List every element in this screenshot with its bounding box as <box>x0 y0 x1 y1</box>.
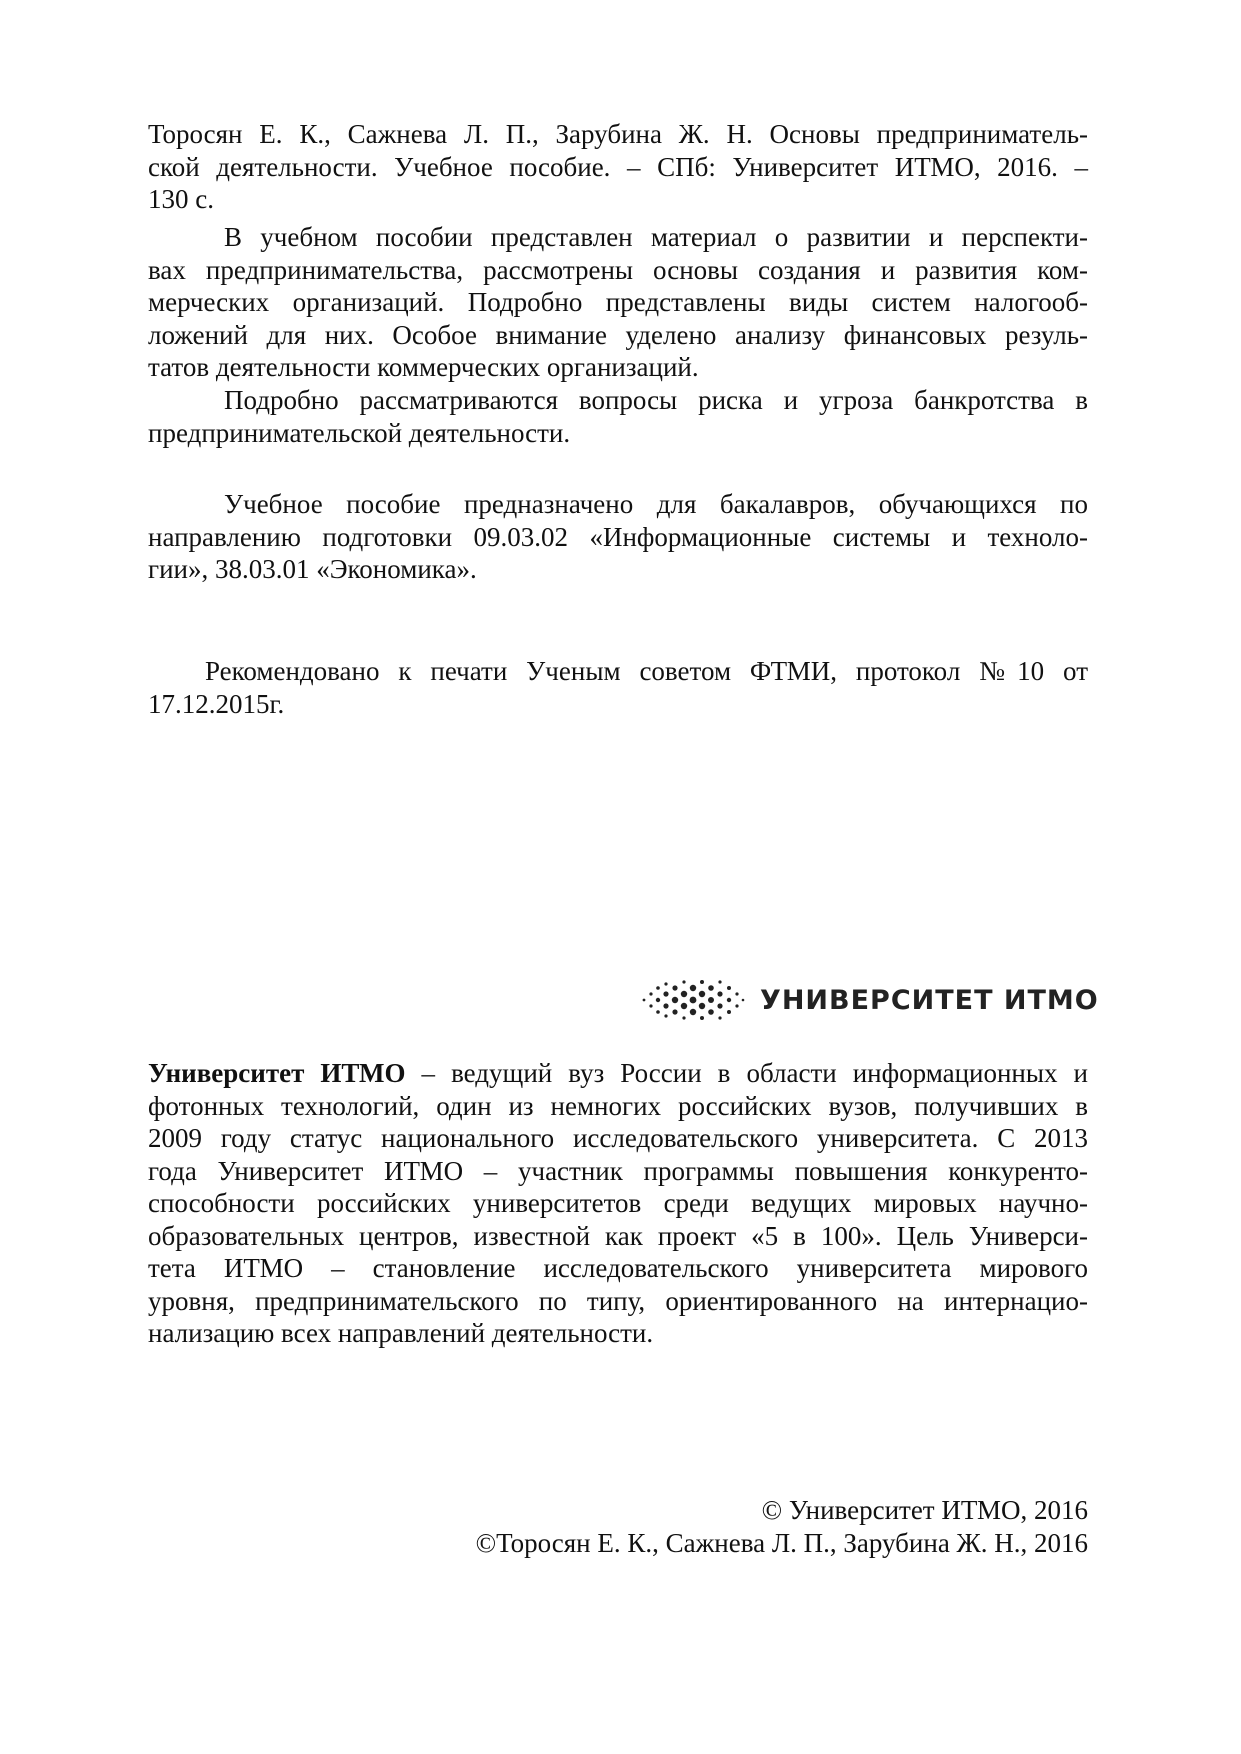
about-line: года Университет ИТМО – участник программы повышения конкуренто- <box>148 1155 1088 1186</box>
annotation-paragraph <box>148 221 1088 384</box>
annotation-line: Подробно рассматриваются вопросы риска и угроза банкротства в <box>224 385 1088 415</box>
recommendation-line: 17.12.2015г. <box>148 688 285 719</box>
annotation-line: мерческих организаций. Подробно представлены виды систем налогооб- <box>148 287 1088 317</box>
university-name-bold: Университет ИТМО <box>148 1058 406 1088</box>
audience-line: направлению подготовки 09.03.02 «Информационные системы и техноло- <box>148 521 1088 552</box>
bibliographic-citation <box>148 118 1088 216</box>
annotation-line: татов деятельности коммерческих организаций. <box>148 352 699 382</box>
about-line: 2009 году статус национального исследовательского университета. С 2013 <box>148 1123 1088 1153</box>
about-university-paragraph <box>148 1057 1088 1350</box>
copyright-block <box>476 1494 1088 1559</box>
itmo-logo-text: УНИВЕРСИТЕТ ИТМО <box>760 984 1099 1016</box>
about-line: уровня, предпринимательского по типу, ориентированного на интернацио- <box>148 1285 1088 1316</box>
annotation-line: В учебном пособии представлен материал о развитии и перспекти- <box>224 222 1088 252</box>
recommendation-paragraph <box>148 655 1088 720</box>
citation-line: 130 с. <box>148 184 214 214</box>
annotation-line: вах предпринимательства, рассмотрены основы создания и развития ком- <box>148 254 1088 285</box>
citation-line: ской деятельности. Учебное пособие. – СПб: Университет ИТМО, 2016. – <box>148 151 1088 182</box>
audience-paragraph <box>148 488 1088 586</box>
copyright-line: ©Торосян Е. К., Сажнева Л. П., Зарубина Ж. Н., 2016 <box>475 1527 1088 1558</box>
recommendation-line: Рекомендовано к печати Ученым советом ФТМИ, протокол №10 от <box>205 656 1088 686</box>
copyright-line: © Университет ИТМО, 2016 <box>761 1495 1088 1525</box>
audience-line: Учебное пособие предназначено для бакалавров, обучающихся по <box>224 489 1088 519</box>
annotation-line: ложений для них. Особое внимание уделено анализу финансовых резуль- <box>148 319 1088 350</box>
itmo-logo <box>640 976 1099 1024</box>
audience-line: гии», 38.03.01 «Экономика». <box>148 554 477 584</box>
annotation-line: предпринимательской деятельности. <box>148 417 571 448</box>
citation-line: Торосян Е. К., Сажнева Л. П., Зарубина Ж. Н. Основы предприниматель- <box>148 119 1088 149</box>
itmo-dots-logo-icon <box>640 976 746 1024</box>
about-line <box>148 1057 1088 1090</box>
about-line: способности российских университетов среди ведущих мировых научно- <box>148 1188 1088 1218</box>
about-line: нализацию всех направлений деятельности. <box>148 1318 654 1348</box>
annotation-paragraph <box>148 384 1088 449</box>
about-line: образовательных центров, известной как проект «5 в 100». Цель Универси- <box>148 1220 1088 1251</box>
about-line-rest: – ведущий вуз России в области информационных и <box>405 1058 1089 1088</box>
about-line: тета ИТМО – становление исследовательского университета мирового <box>148 1253 1088 1283</box>
about-line: фотонных технологий, один из немногих российских вузов, получивших в <box>148 1090 1088 1121</box>
